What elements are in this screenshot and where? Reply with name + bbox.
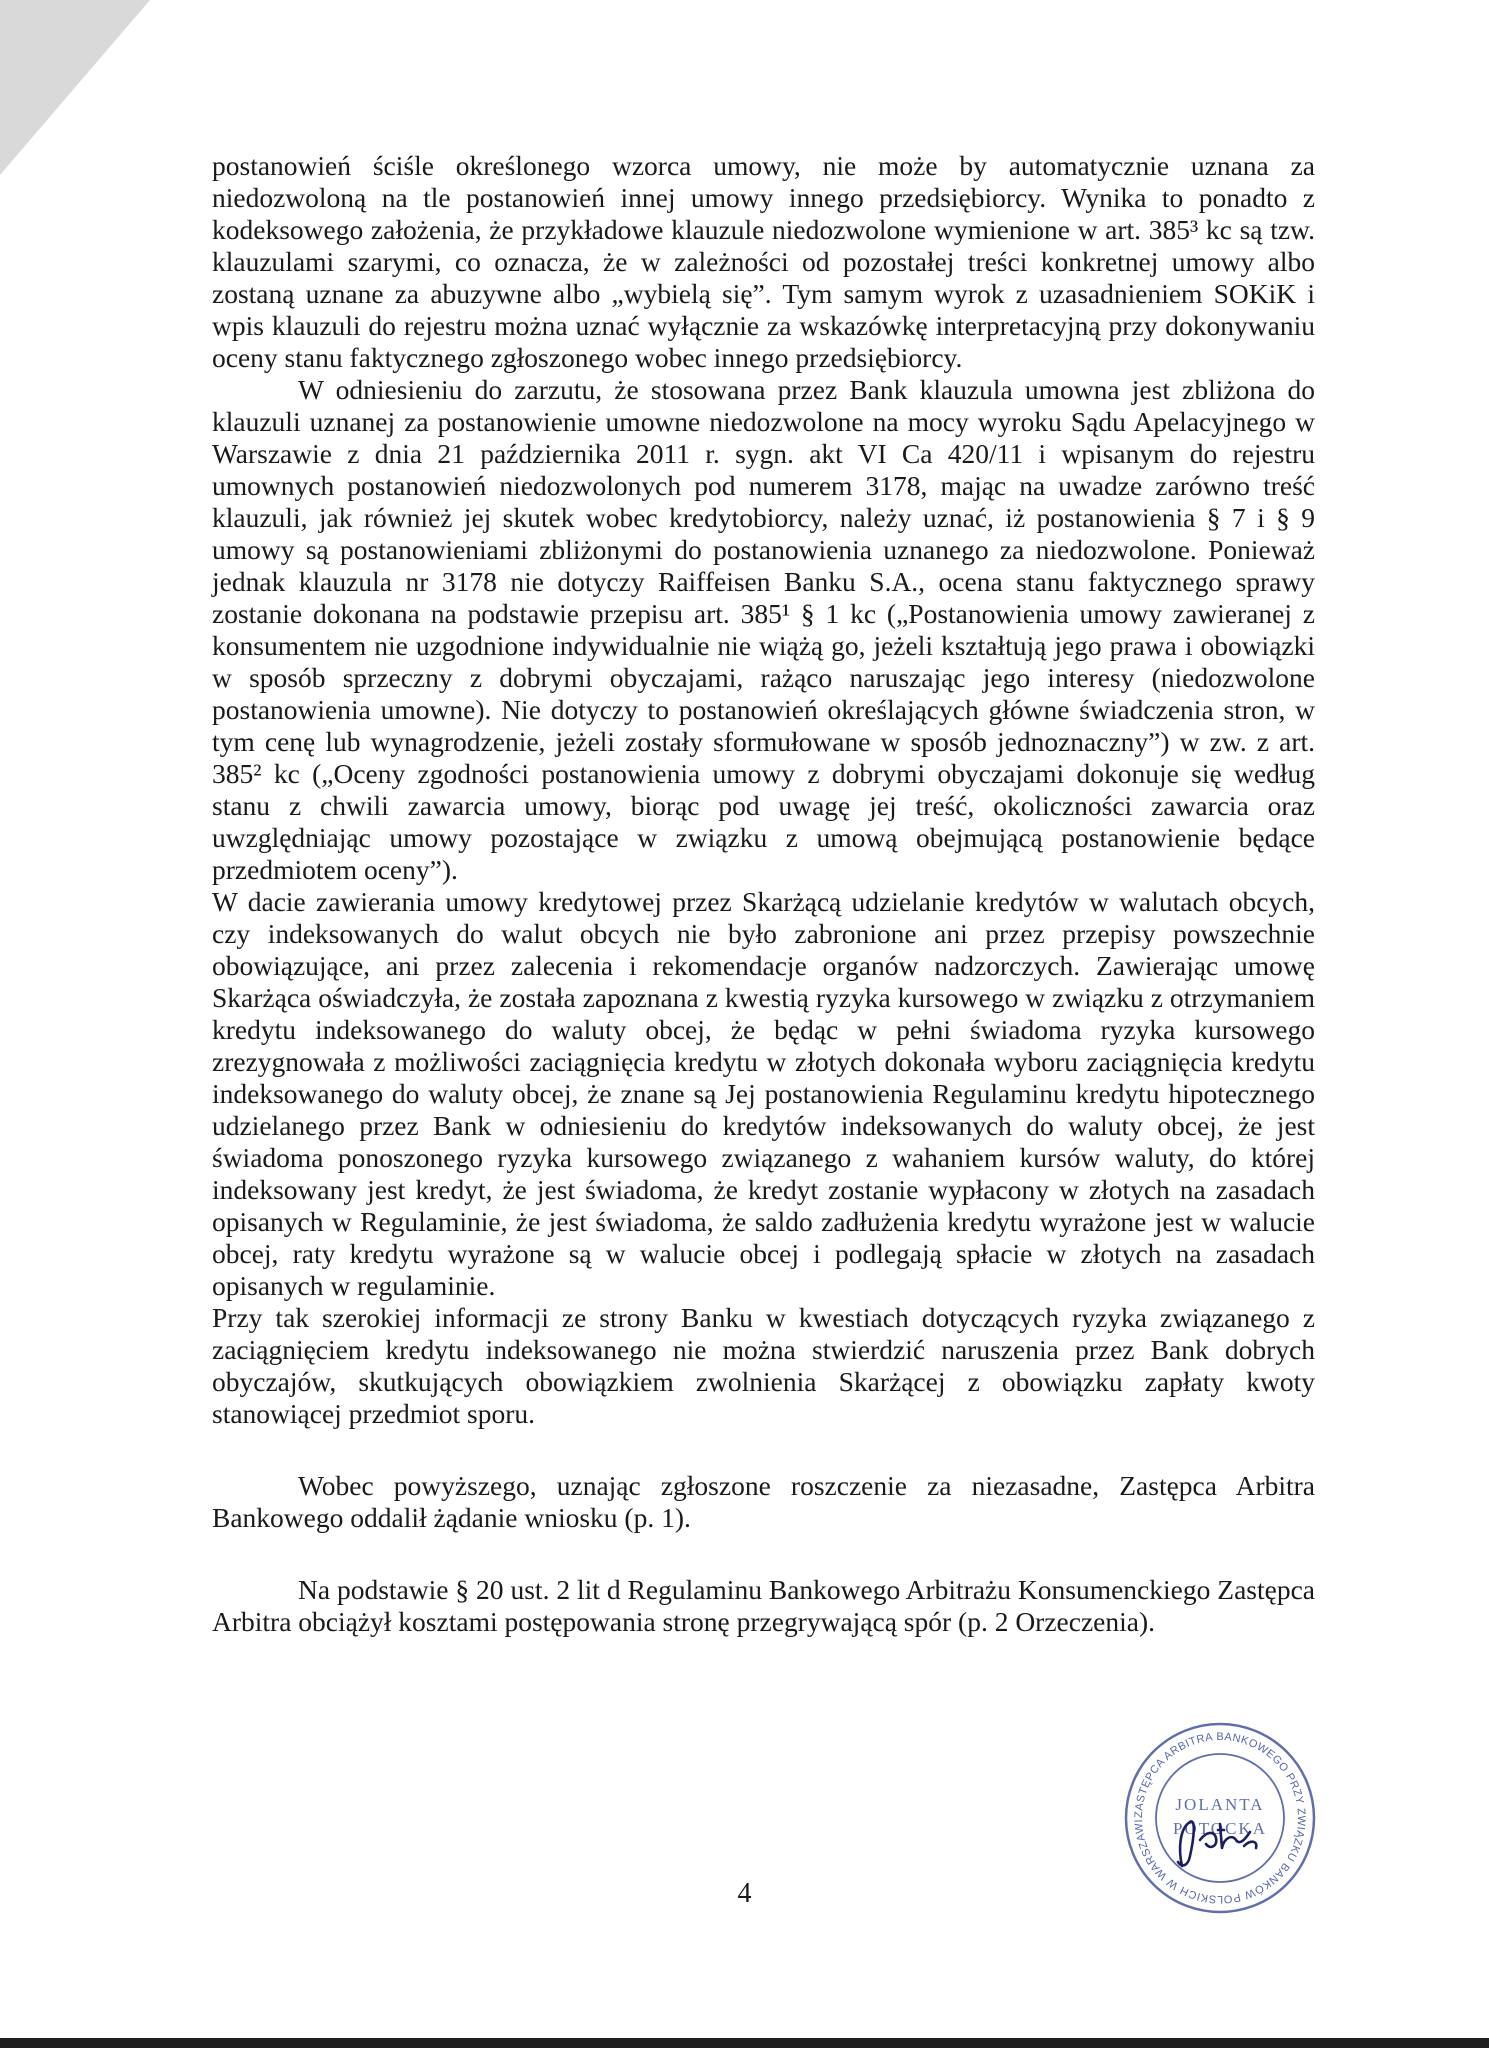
stamp-name-line-1: JOLANTA (1175, 1795, 1265, 1814)
document-body (212, 150, 1315, 1638)
page-number: 4 (737, 1878, 752, 1909)
paragraph-1: postanowień ściśle określonego wzorca umowy, nie może by automatycznie uznana za niedozwoloną na tle postanowień innej umowy innego przedsiębiorcy. Wynika to ponadto z kodeksowego założenia, że przykładowe klauzule niedozwolone wymienione w art. 385³ kc są tzw. klauzulami szarymi, co oznacza, że w zależności od pozostałej treści konkretnej umowy albo zostaną uznane za abuzywne albo „wybielą się”. Tym samym wyrok z uzasadnieniem SOKiK i wpis klauzuli do rejestru można uznać wyłącznie za wskazówkę interpretacyjną przy dokonywaniu oceny stanu faktycznego zgłoszonego wobec innego przedsiębiorcy. (212, 150, 1315, 373)
paragraph-3: W dacie zawierania umowy kredytowej przez Skarżącą udzielanie kredytów w walutach obcych, czy indeksowanych do walut obcych nie było zabronione ani przez przepisy powszechnie obowiązujące, ani przez zalecenia i rekomendacje organów nadzorczych. Zawierając umowę Skarżąca oświadczyła, że została zapoznana z kwestią ryzyka kursowego w związku z otrzymaniem kredytu indeksowanego do waluty obcej, że będąc w pełni świadoma ryzyka kursowego zrezygnowała z możliwości zaciągnięcia kredytu w złotych dokonała wyboru zaciągnięcia kredytu indeksowanego do waluty obcej, że znane są Jej postanowienia Regulaminu kredytu hipotecznego udzielanego przez Bank w odniesieniu do kredytów indeksowanych do waluty obcej, że jest świadoma ponoszonego ryzyka kursowego związanego z wahaniem kursów waluty, do której indeksowany jest kredyt, że jest świadoma, że kredyt zostanie wypłacony w złotych na zasadach opisanych w Regulaminie, że jest świadoma, że saldo zadłużenia kredytu wyrażone jest w walucie obcej, raty kredytu wyrażone są w walucie obcej i podlegają spłacie w złotych na zasadach opisanych w regulaminie. (212, 886, 1315, 1301)
scan-corner-shadow (0, 0, 150, 175)
stamp-name-line-2: POTOCKA (1173, 1819, 1267, 1838)
paragraph-6: Na podstawie § 20 ust. 2 lit d Regulaminu Bankowego Arbitrażu Konsumenckiego Zastępca Arbitra obciążył kosztami postępowania stronę przegrywającą spór (p. 2 Orzeczenia). (212, 1574, 1315, 1637)
scan-bottom-edge (0, 2038, 1489, 2048)
paragraph-5: Wobec powyższego, uznając zgłoszone roszczenie za niezasadne, Zastępca Arbitra Bankowego oddalił żądanie wniosku (p. 1). (212, 1470, 1315, 1533)
paragraph-4: Przy tak szerokiej informacji ze strony Banku w kwestiach dotyczących ryzyka związanego z zaciągnięciem kredytu indeksowanego nie można stwierdzić naruszenia przez Bank dobrych obyczajów, skutkujących obowiązkiem zwolnienia Skarżącej z obowiązku zapłaty kwoty stanowiącej przedmiot sporu. (212, 1302, 1315, 1429)
paragraph-2: W odniesieniu do zarzutu, że stosowana przez Bank klauzula umowna jest zbliżona do klauzuli uznanej za postanowienie umowne niedozwolone na mocy wyroku Sądu Apelacyjnego w Warszawie z dnia 21 października 2011 r. sygn. akt VI Ca 420/11 i wpisanym do rejestru umownych postanowień niedozwolonych pod numerem 3178, mając na uwadze zarówno treść klauzuli, jak również jej skutek wobec kredytobiorcy, należy uznać, iż postanowienia § 7 i § 9 umowy są postanowieniami zbliżonymi do postanowienia uznanego za niedozwolone. Ponieważ jednak klauzula nr 3178 nie dotyczy Raiffeisen Banku S.A., ocena stanu faktycznego sprawy zostanie dokonana na podstawie przepisu art. 385¹ § 1 kc („Postanowienia umowy zawieranej z konsumentem nie uzgodnione indywidualnie nie wiążą go, jeżeli kształtują jego prawa i obowiązki w sposób sprzeczny z dobrymi obyczajami, rażąco naruszając jego interesy (niedozwolone postanowienia umowne). Nie dotyczy to postanowień określających główne świadczenia stron, w tym cenę lub wynagrodzenie, jeżeli zostały sformułowane w sposób jednoznaczny”) w zw. z art. 385² kc („Oceny zgodności postanowienia umowy z dobrymi obyczajami dokonuje się według stanu z chwili zawarcia umowy, biorąc pod uwagę jej treść, okoliczności zawarcia oraz uwzględniając umowy pozostające w związku z umową obejmującą postanowienie będące przedmiotem oceny”). (212, 374, 1315, 885)
stamp-ring-text: ZASTĘPCA ARBITRA BANKOWEGO PRZY ZWIĄZKU BANKÓW POLSKICH W WARSZAWI (1132, 1730, 1308, 1906)
